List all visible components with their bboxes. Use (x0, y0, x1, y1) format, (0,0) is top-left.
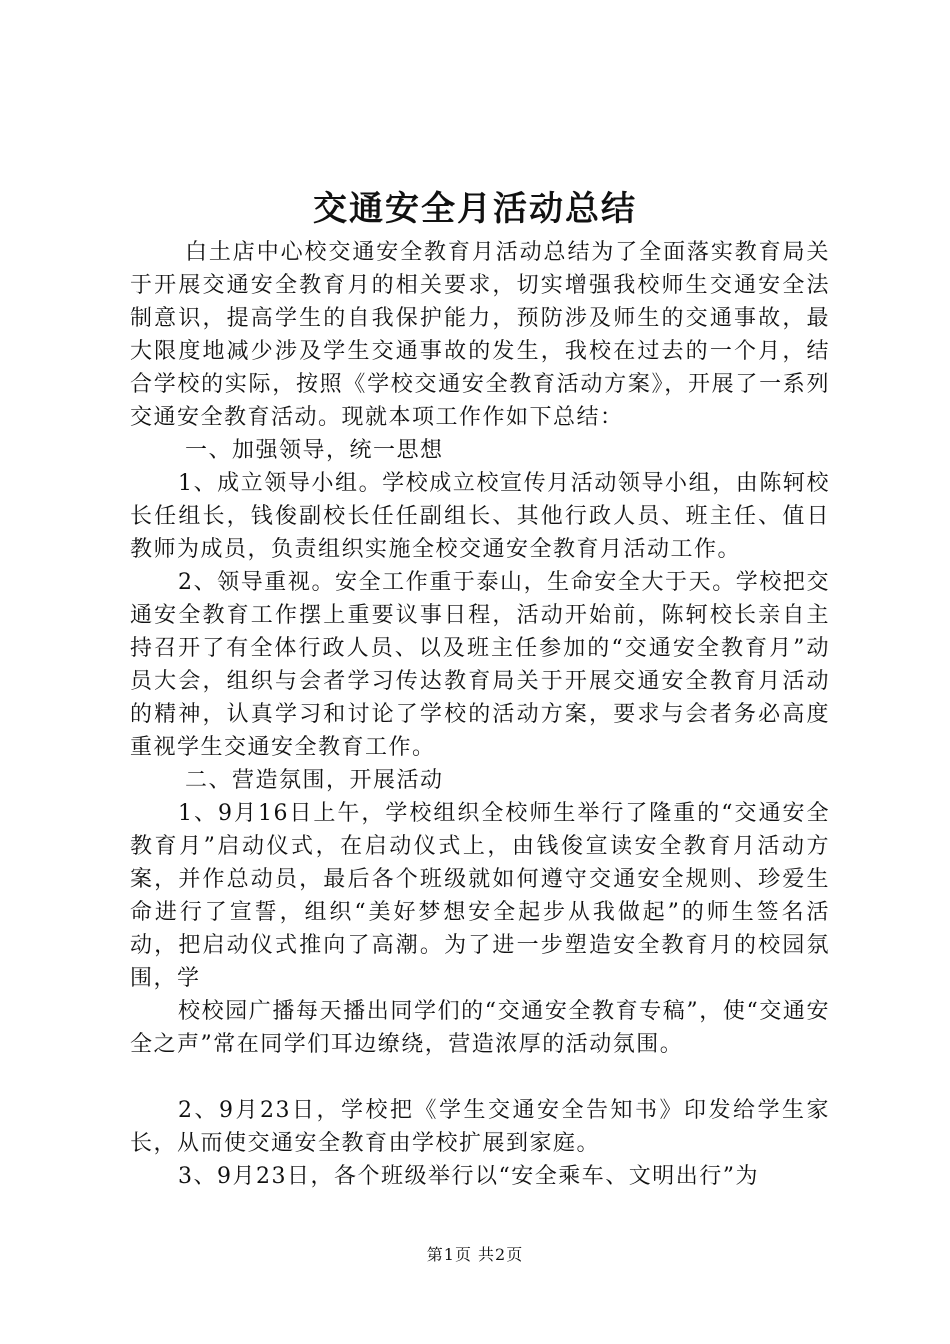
section-heading-1: 一、加强领导，统一思想 (185, 438, 444, 463)
paragraph-launch-ceremony: 1、9月16日上午，学校组织全校师生举行了隆重的“交通安全教育月”启动仪式，在启动仪式上，由钱俊宣读安全教育月活动方案，并作总动员，最后各个班级就如何遵守交通安全规则、珍爱生命进行了宣誓，组织“美好梦想安全起步从我做起”的师生签名活动，把启动仪式推向了高潮。为了进一步塑造安全教育月的校园氛围，学 (130, 801, 830, 991)
document-body (130, 236, 830, 1193)
paragraph-parent-notice: 2、9月23日，学校把《学生交通安全告知书》印发给学生家长，从而使交通安全教育由学校扩展到家庭。 (130, 1098, 830, 1156)
paragraph-intro: 白土店中心校交通安全教育月活动总结为了全面落实教育局关于开展交通安全教育月的相关要求，切实增强我校师生交通安全法制意识，提高学生的自我保护能力，预防涉及师生的交通事故，最大限度地减少涉及学生交通事故的发生，我校在过去的一个月，结合学校的实际，按照《学校交通安全教育活动方案》，开展了一系列交通安全教育活动。现就本项工作作如下总结： (130, 240, 830, 430)
page-footer: 第1页 共2页 (426, 1245, 524, 1264)
paragraph-leadership-attention: 2、领导重视。安全工作重于泰山，生命安全大于天。学校把交通安全教育工作摆上重要议事日程，活动开始前，陈轲校长亲自主持召开了有全体行政人员、以及班主任参加的“交通安全教育月”动员大会，组织与会者学习传达教育局关于开展交通安全教育月活动的精神，认真学习和讨论了学校的活动方案，要求与会者务必高度重视学生交通安全教育工作。 (130, 570, 830, 760)
section-heading-2: 二、营造氛围，开展活动 (185, 768, 444, 793)
paragraph-campus-broadcast: 校校园广播每天播出同学们的“交通安全教育专稿”，使“交通安全之声”常在同学们耳边缭绕，营造浓厚的活动氛围。 (130, 999, 830, 1057)
paragraph-leadership-group: 1、成立领导小组。学校成立校宣传月活动领导小组，由陈轲校长任组长，钱俊副校长任任副组长、其他行政人员、班主任、值日教师为成员，负责组织实施全校交通安全教育月活动工作。 (130, 471, 830, 562)
paragraph-class-activity: 3、9月23日，各个班级举行以“安全乘车、文明出行”为 (178, 1164, 759, 1189)
document-title: 交通安全月活动总结 (313, 189, 637, 229)
blank-line (130, 1061, 830, 1094)
